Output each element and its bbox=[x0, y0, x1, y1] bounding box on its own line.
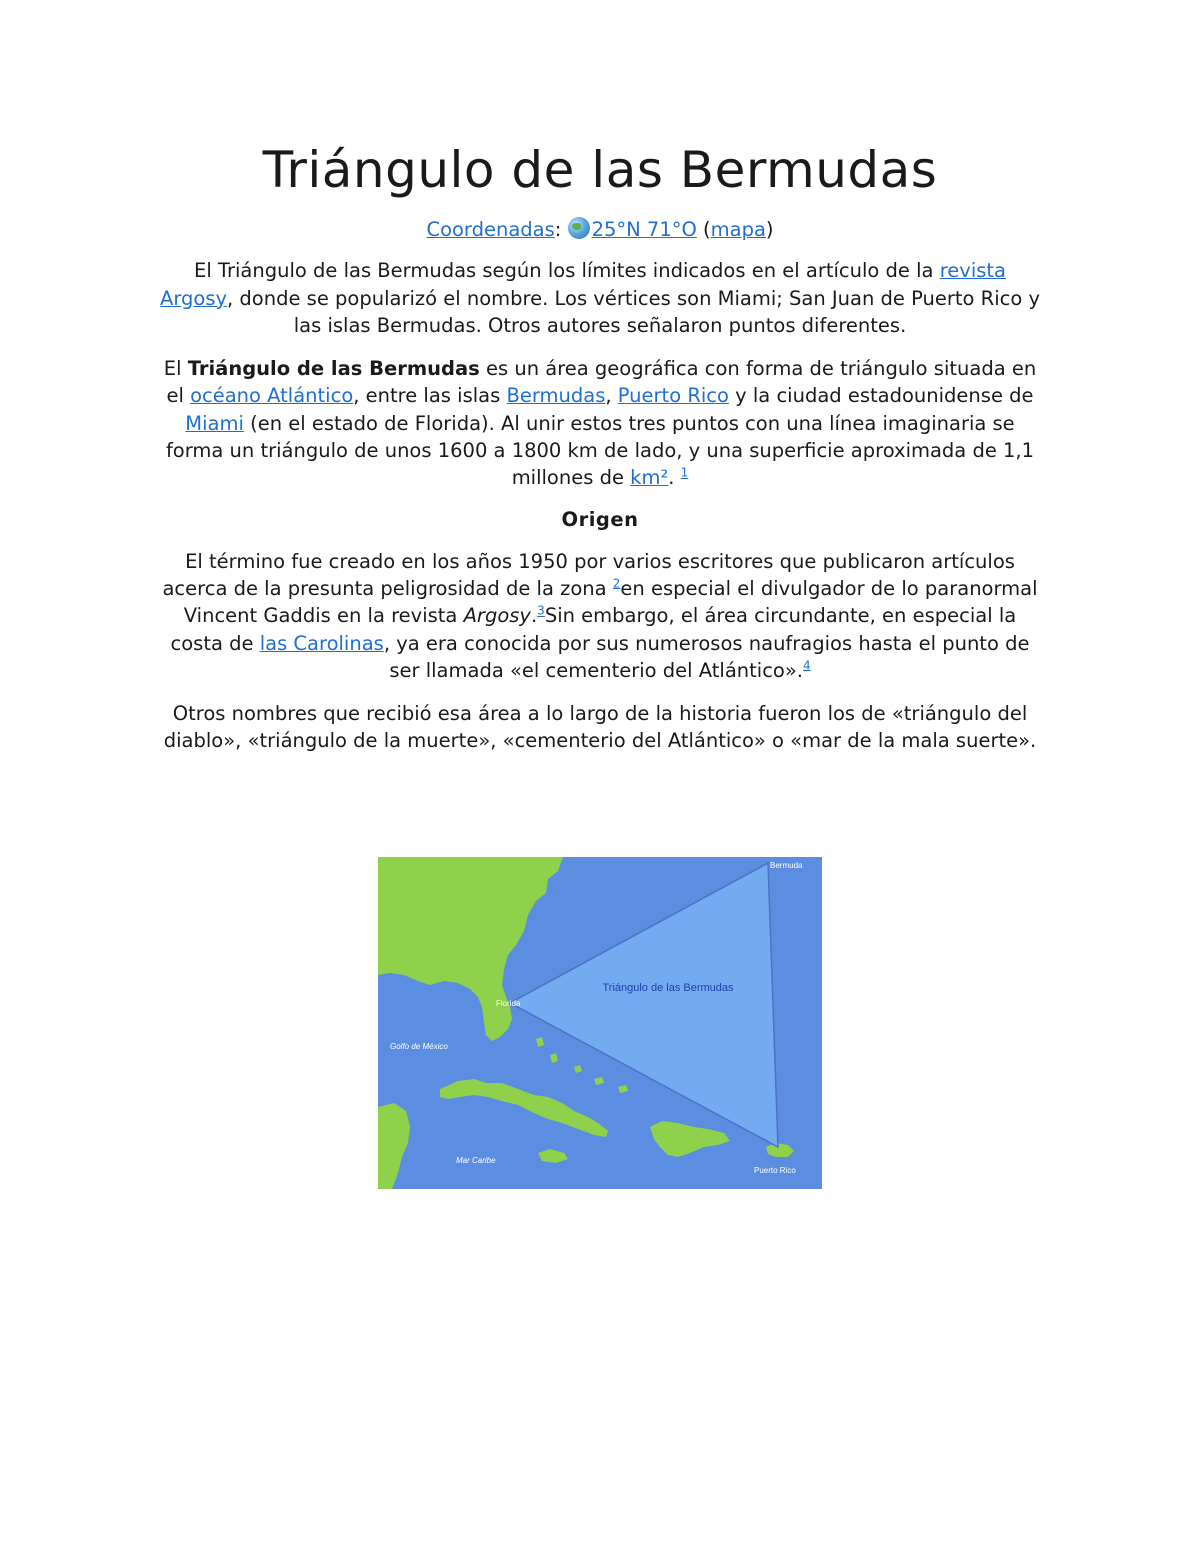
golfo-label: Golfo de México bbox=[390, 1042, 448, 1051]
globe-icon bbox=[568, 217, 590, 239]
reference-4-link[interactable]: 4 bbox=[803, 658, 811, 673]
puerto-rico-link[interactable]: Puerto Rico bbox=[617, 384, 729, 408]
florida-label: Florida bbox=[496, 999, 521, 1008]
coordinates-value-link[interactable]: 25°N 71°O bbox=[591, 218, 697, 241]
argosy-magazine-link[interactable]: revista Argosy bbox=[160, 259, 1006, 310]
km2-link[interactable]: km² bbox=[630, 466, 669, 490]
origen-heading: Origen bbox=[561, 507, 639, 531]
argosy-italic: Argosy bbox=[463, 604, 531, 628]
bermuda-triangle-map bbox=[378, 857, 822, 1189]
image-caption: El Triángulo de las Bermudas según los límites indicados en el artículo de la revista Argosy, donde se popularizó el nombre. Los vértices son Miami; San Juan de Puerto Rico y las islas Bermudas. Otros autores señalaron puntos diferentes. bbox=[160, 259, 1041, 337]
atlantic-ocean-link[interactable]: océano Atlántico bbox=[190, 384, 354, 408]
origen-paragraph: El término fue creado en los años 1950 por varios escritores que publicaron artículos acerca de la presunta peligrosidad de la zona $^2$en especial el divulgador de lo paranormal Vincent Gaddis en la revista Argosy.$^3$Sin embargo, el área circundante, en especial la costa de las Carolinas, ya era conocida por sus numerosos naufragios hasta el punto de ser llamada «el cementerio del Atlántico».$^4$ bbox=[162, 549, 1038, 682]
caribe-label: Mar Caribe bbox=[456, 1156, 496, 1165]
document-content bbox=[160, 138, 1040, 755]
coordinates-link[interactable]: Coordenadas bbox=[426, 218, 555, 241]
page-title: Triángulo de las Bermudas bbox=[262, 141, 938, 199]
lead-paragraph: El Triángulo de las Bermudas es un área geográfica con forma de triángulo situada en el océano Atlántico, entre las islas Bermudas, Puerto Rico y la ciudad estadounidense de Miami (en el estado de Florida). Al unir estos tres puntos con una línea imaginaria se forma un triángulo de unos 1600 a 1800 km de lado, y una superficie aproximada de 1,1 millones de km². $^1$ bbox=[163, 357, 1037, 490]
reference-2-link[interactable]: 2 bbox=[612, 576, 621, 591]
other-names-paragraph: Otros nombres que recibió esa área a lo largo de la historia fueron los de «triángulo del diablo», «triángulo de la muerte», «cementerio del Atlántico» o «mar de la mala suerte». bbox=[163, 702, 1037, 753]
triangle-label: Triángulo de las Bermudas bbox=[602, 982, 734, 994]
map-link[interactable]: mapa bbox=[710, 218, 766, 241]
bermudas-link[interactable]: Bermudas bbox=[506, 384, 606, 408]
map-svg bbox=[378, 857, 822, 1189]
reference-3-link[interactable]: 3 bbox=[537, 603, 545, 618]
miami-link[interactable]: Miami bbox=[185, 411, 244, 435]
carolinas-link[interactable]: las Carolinas bbox=[259, 631, 384, 655]
puerto-rico-label: Puerto Rico bbox=[754, 1166, 796, 1175]
bold-term: Triángulo de las Bermudas bbox=[187, 357, 480, 381]
coordinates-line: Coordenadas: 25°N 71°O (mapa) bbox=[426, 218, 774, 241]
reference-1-link[interactable]: 1 bbox=[680, 465, 689, 480]
bermuda-label: Bermuda bbox=[770, 861, 803, 870]
